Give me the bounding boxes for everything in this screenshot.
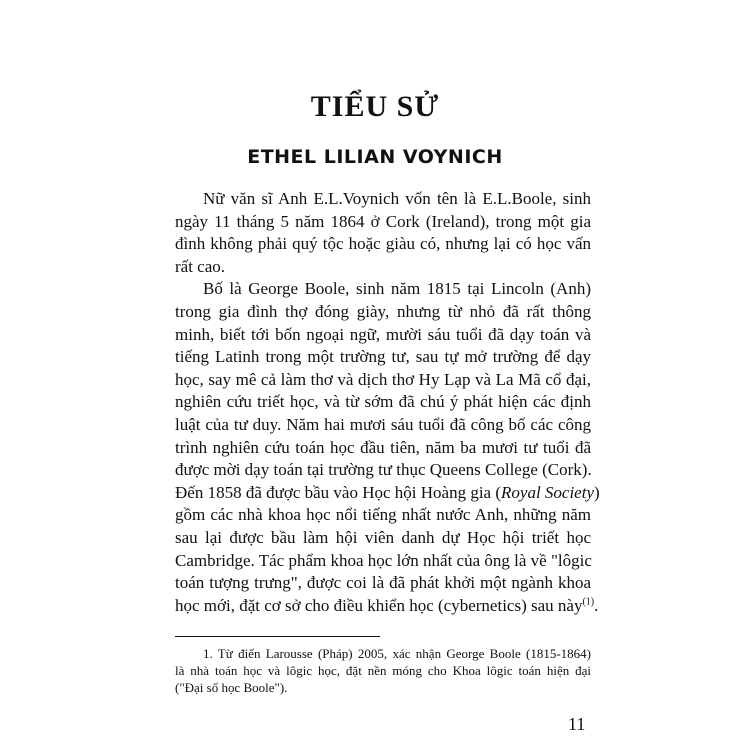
text-segment: Đến 1858 đã được bầu vào Học hội Hoàng gia (	[175, 482, 502, 502]
text-line: trong gia đình thợ đóng giày, nhưng từ nhỏ đã rất thông	[175, 301, 591, 321]
italic-term: Royal Society	[501, 482, 595, 502]
text-line: Cambridge. Tác phẩm khoa học lớn nhất của ông là về "lôgic	[175, 550, 592, 570]
text-line	[175, 595, 599, 618]
text-line: tiếng Latinh trong một trường tư, sau tự mở trường để dạy	[175, 347, 591, 367]
footnote-line: ("Đại số học Boole").	[175, 680, 288, 695]
text-line: toán tượng trưng", được coi là đã phát khởi một ngành khoa	[175, 573, 591, 593]
footnote-line: là nhà toán học và lôgic học, đặt nền móng cho Khoa lôgic toán hiện đại	[175, 663, 591, 678]
footnote-line: 1. Từ điển Larousse (Pháp) 2005, xác nhận George Boole (1815-1864)	[203, 646, 591, 661]
text-line: gồm các nhà khoa học nổi tiếng nhất nước Anh, những năm	[175, 505, 591, 525]
text-line: minh, biết tới bốn ngoại ngữ, mười sáu tuổi đã dạy toán và	[175, 324, 591, 344]
text-line: rất cao.	[175, 256, 226, 276]
text-segment: )	[594, 482, 600, 502]
footnote-divider	[175, 636, 380, 637]
text-line: Bố là George Boole, sinh năm 1815 tại Lincoln (Anh)	[203, 279, 591, 299]
page-number: 11	[568, 714, 586, 734]
text-line: nghiên cứu triết học, và từ sớm đã chú ý phát hiện các định	[175, 392, 591, 412]
text-line: học, say mê cả làm thơ và dịch thơ Hy Lạp và La Mã cổ đại,	[175, 369, 591, 389]
text-line: ngày 11 tháng 5 năm 1864 ở Cork (Ireland), trong một gia	[175, 211, 591, 231]
text-line: trình nghiên cứu toán học đầu tiên, năm ba mươi tư tuổi đã	[175, 437, 591, 457]
chapter-title: TIỂU SỬ	[310, 90, 440, 123]
footnote-reference: (1)	[582, 596, 595, 608]
body-text	[175, 188, 600, 617]
text-segment: học mới, đặt cơ sở cho điều khiển học (cybernetics) sau này	[175, 595, 583, 615]
text-line: luật của tư duy. Năm hai mươi sáu tuổi đã công bố các công	[175, 414, 591, 434]
chapter-subtitle: ETHEL LILIAN VOYNICH	[247, 146, 503, 168]
text-line: đình không phải quý tộc hoặc giàu có, nhưng lại có học vấn	[175, 234, 591, 254]
footnote	[175, 645, 591, 696]
text-line: sau lại được bầu làm hội viên danh dự Học hội triết học	[175, 527, 591, 547]
text-line: được mời dạy toán tại trường tư thục Queens College (Cork).	[175, 460, 592, 480]
text-line	[175, 482, 600, 505]
text-line: Nữ văn sĩ Anh E.L.Voynich vốn tên là E.L.Boole, sinh	[203, 189, 591, 208]
text-segment: .	[594, 595, 599, 615]
